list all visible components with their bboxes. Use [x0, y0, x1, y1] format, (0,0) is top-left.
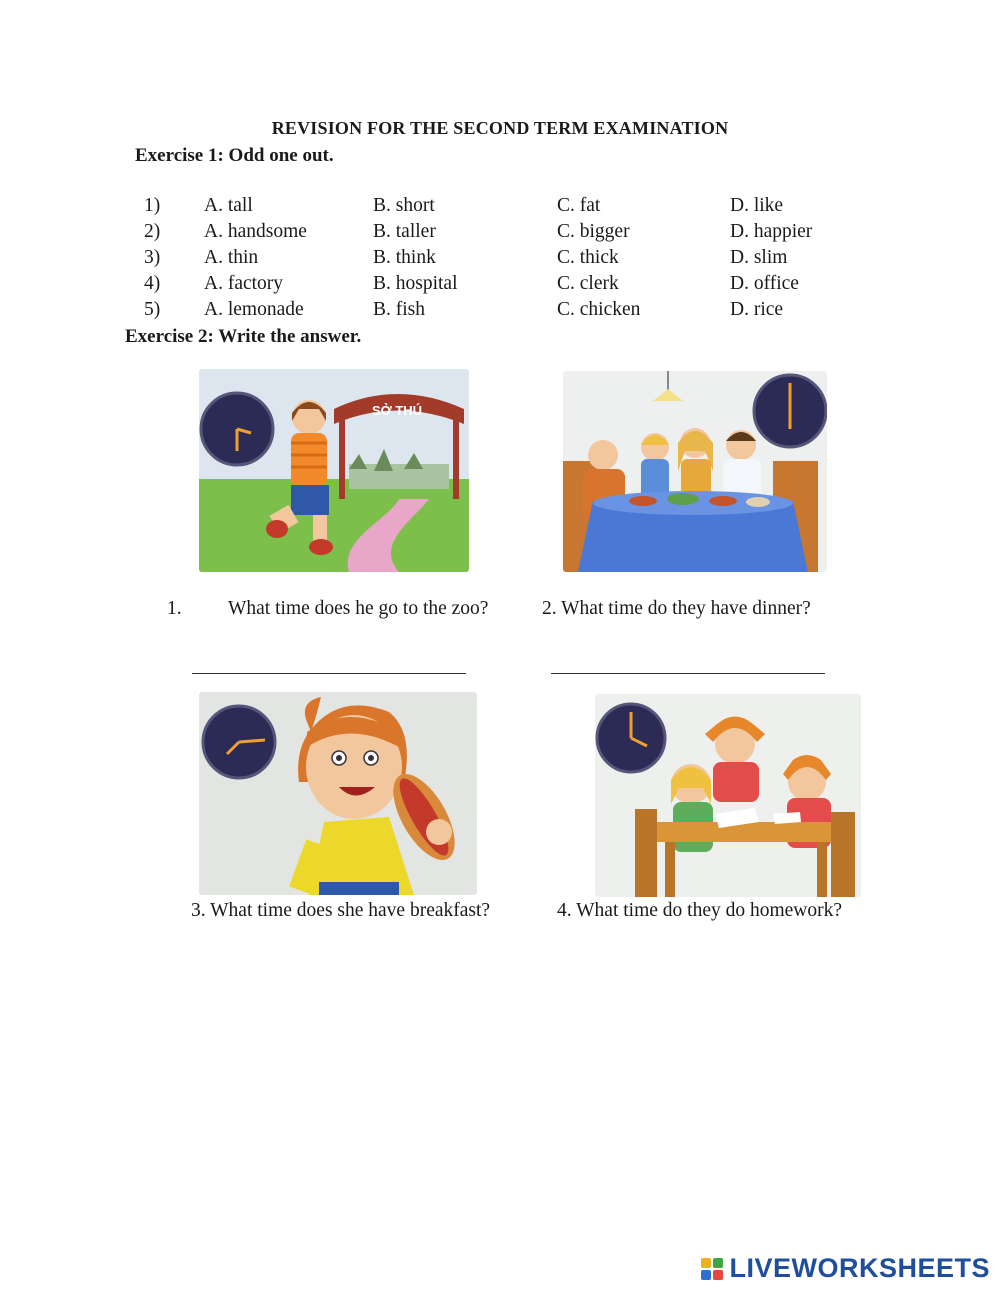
option-c: C. bigger: [557, 221, 630, 242]
logo-squares-icon: [701, 1258, 723, 1280]
option-d: D. rice: [730, 299, 784, 320]
option-b: B. taller: [373, 221, 436, 242]
option-c: C. clerk: [557, 273, 619, 294]
question-number: 1): [144, 195, 161, 216]
question-row-5: [0, 299, 1000, 325]
question-row-2: [0, 221, 1000, 247]
homework-picture: [595, 694, 861, 897]
option-a: A. lemonade: [204, 299, 304, 320]
option-d: D. office: [730, 273, 799, 294]
question-number: 3): [144, 247, 161, 268]
question-row-1: [0, 195, 1000, 221]
option-c: C. chicken: [557, 299, 641, 320]
option-b: B. short: [373, 195, 435, 216]
option-c: C. thick: [557, 247, 619, 268]
exercise2-heading: Exercise 2: Write the answer.: [125, 326, 362, 347]
breakfast-picture: [199, 692, 477, 895]
question-2-text: 2. What time do they have dinner?: [542, 598, 811, 619]
dinner-picture: [563, 371, 827, 572]
question-1-number: 1.: [167, 598, 182, 619]
option-b: B. fish: [373, 299, 426, 320]
question-number: 5): [144, 299, 161, 320]
answer-line-1[interactable]: [192, 673, 466, 674]
question-number: 2): [144, 221, 161, 242]
zoo-sign-text: SỞ THÚ: [371, 403, 423, 418]
option-c: C. fat: [557, 195, 601, 216]
question-row-3: [0, 247, 1000, 273]
question-number: 4): [144, 273, 161, 294]
question-1-text: What time does he go to the zoo?: [228, 598, 489, 619]
option-d: D. slim: [730, 247, 788, 268]
option-b: B. think: [373, 247, 436, 268]
question-4-text: 4. What time do they do homework?: [557, 900, 843, 921]
question-3-text: 3. What time does she have breakfast?: [191, 900, 491, 921]
option-a: A. handsome: [204, 221, 307, 242]
option-a: A. thin: [204, 247, 259, 268]
page-title: REVISION FOR THE SECOND TERM EXAMINATION: [271, 118, 729, 138]
exercise1-heading: Exercise 1: Odd one out.: [135, 145, 334, 166]
zoo-picture: [199, 369, 469, 572]
logo-text: LIVEWORKSHEETS: [729, 1253, 990, 1283]
answer-line-2[interactable]: [551, 673, 825, 674]
liveworksheets-logo[interactable]: [701, 1253, 990, 1284]
option-a: A. factory: [204, 273, 284, 294]
option-b: B. hospital: [373, 273, 458, 294]
question-row-4: [0, 273, 1000, 299]
option-a: A. tall: [204, 195, 253, 216]
option-d: D. like: [730, 195, 784, 216]
option-d: D. happier: [730, 221, 813, 242]
